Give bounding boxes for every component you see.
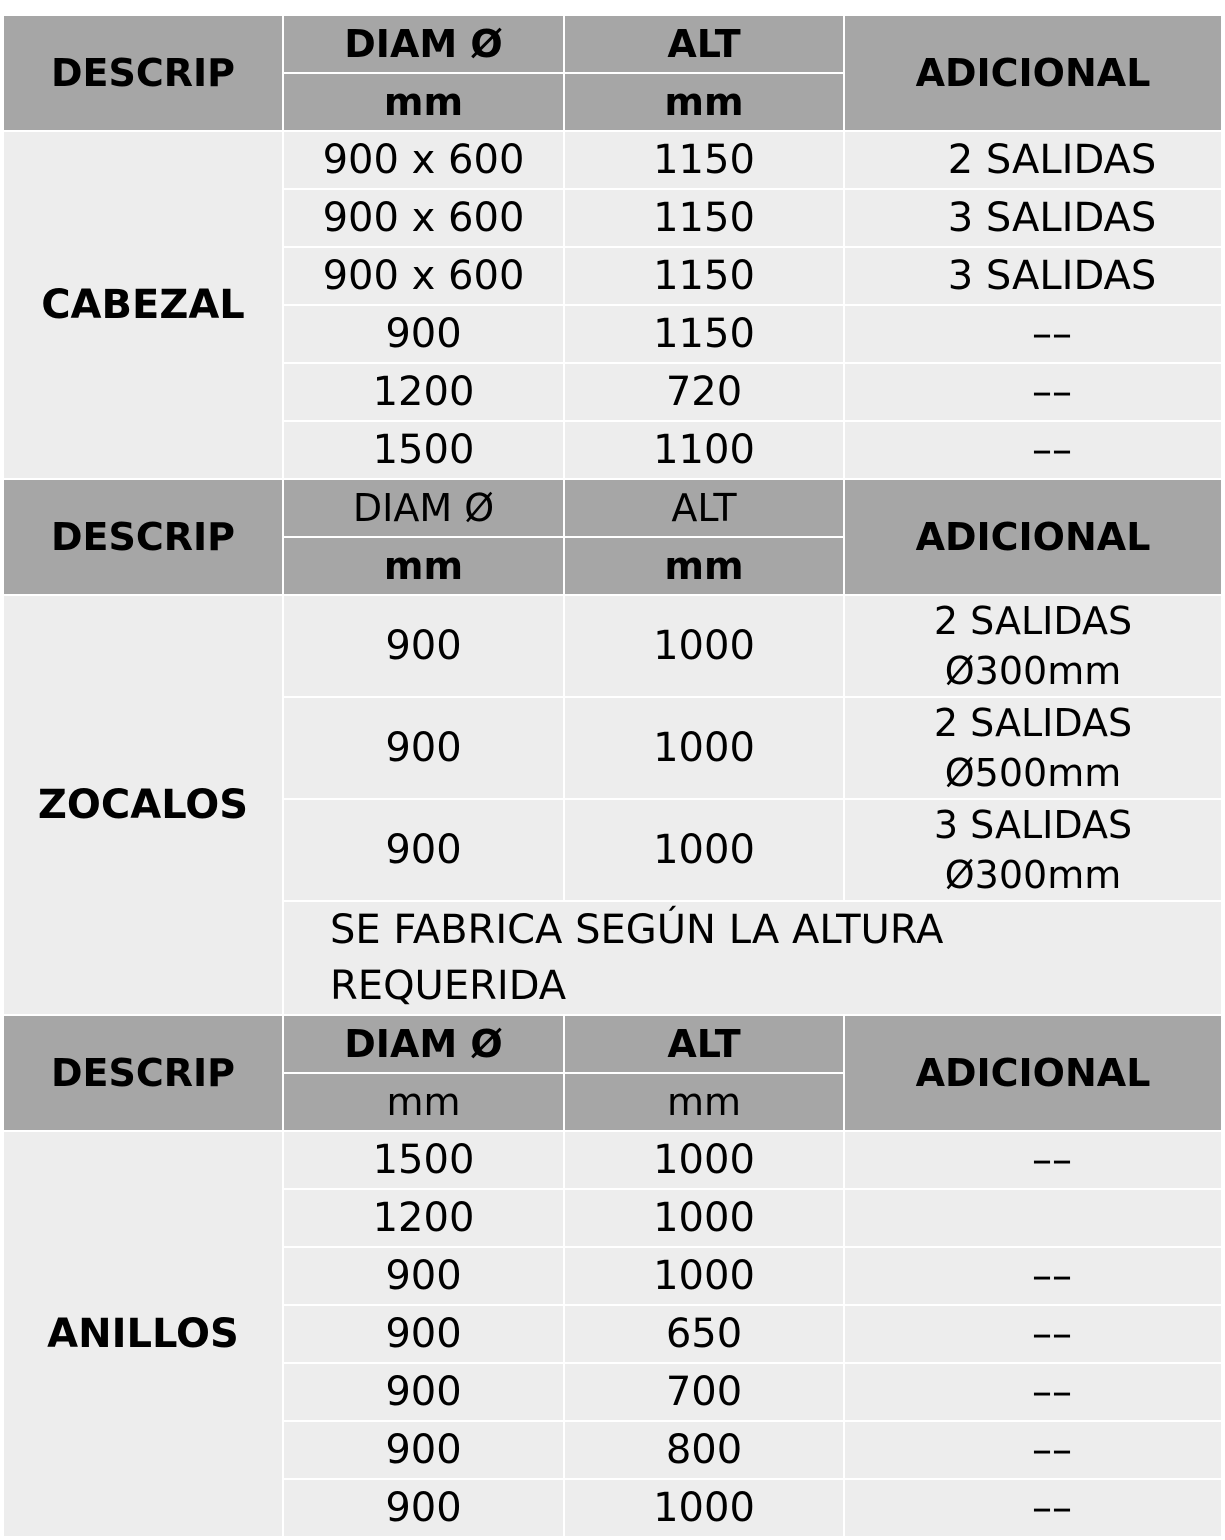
adicional-cell: –– [844,363,1222,421]
diam-cell: 900 x 600 [283,247,564,305]
note-line-1: SE FABRICA SEGÚN LA ALTURA [330,907,944,953]
adicional-cell: –– [844,305,1222,363]
adicional-line-1: 2 SALIDAS [933,599,1133,643]
adicional-cell: –– [844,421,1222,479]
diam-cell: 900 [283,1247,564,1305]
alt-cell: 1100 [564,421,844,479]
diam-cell: 900 [283,799,564,901]
adicional-cell: –– [844,1421,1222,1479]
adicional-cell [844,697,1222,799]
header-descrip: DESCRIP [3,479,283,595]
adicional-cell: 3 SALIDAS [844,189,1222,247]
adicional-cell: –– [844,1247,1222,1305]
diam-cell: 900 [283,1421,564,1479]
adicional-line-2: Ø300mm [944,649,1122,693]
category-anillos: ANILLOS [3,1131,283,1537]
diam-cell: 900 [283,305,564,363]
header-alt-unit: mm [564,73,844,131]
adicional-cell: –– [844,1363,1222,1421]
header-row [3,479,1222,537]
alt-cell: 800 [564,1421,844,1479]
fabrication-note [283,901,1222,1015]
header-diam: DIAM Ø [283,479,564,537]
adicional-cell: 2 SALIDAS [844,131,1222,189]
spec-table [2,14,1223,1538]
adicional-cell [844,595,1222,697]
diam-cell: 1200 [283,363,564,421]
alt-cell: 1000 [564,799,844,901]
header-adicional: ADICIONAL [844,1015,1222,1131]
adicional-line-2: Ø300mm [944,853,1122,897]
header-diam-unit: mm [283,537,564,595]
header-alt: ALT [564,479,844,537]
diam-cell: 900 x 600 [283,189,564,247]
header-adicional: ADICIONAL [844,15,1222,131]
header-alt-unit: mm [564,1073,844,1131]
adicional-line-1: 2 SALIDAS [933,701,1133,745]
alt-cell: 650 [564,1305,844,1363]
header-descrip: DESCRIP [3,15,283,131]
header-row [3,15,1222,73]
table-row [3,131,1222,189]
header-diam: DIAM Ø [283,15,564,73]
diam-cell: 900 [283,697,564,799]
header-diam-unit: mm [283,1073,564,1131]
alt-cell: 1150 [564,247,844,305]
diam-cell: 900 x 600 [283,131,564,189]
adicional-cell [844,1189,1222,1247]
diam-cell: 900 [283,1305,564,1363]
note-line-2: REQUERIDA [330,963,567,1009]
header-diam: DIAM Ø [283,1015,564,1073]
adicional-cell: –– [844,1305,1222,1363]
header-alt: ALT [564,1015,844,1073]
adicional-line-2: Ø500mm [944,751,1122,795]
diam-cell: 1500 [283,421,564,479]
diam-cell: 1500 [283,1131,564,1189]
adicional-cell: –– [844,1479,1222,1537]
table-row [3,595,1222,697]
alt-cell: 720 [564,363,844,421]
header-adicional: ADICIONAL [844,479,1222,595]
alt-cell: 1000 [564,1479,844,1537]
header-descrip: DESCRIP [3,1015,283,1131]
alt-cell: 1150 [564,305,844,363]
diam-cell: 1200 [283,1189,564,1247]
alt-cell: 1000 [564,1131,844,1189]
adicional-cell: 3 SALIDAS [844,247,1222,305]
header-row [3,1015,1222,1073]
header-diam-unit: mm [283,73,564,131]
adicional-cell [844,799,1222,901]
table-row [3,1131,1222,1189]
adicional-line-1: 3 SALIDAS [933,803,1133,847]
alt-cell: 1150 [564,189,844,247]
alt-cell: 1150 [564,131,844,189]
alt-cell: 1000 [564,1189,844,1247]
diam-cell: 900 [283,1363,564,1421]
category-zocalos: ZOCALOS [3,595,283,1015]
alt-cell: 1000 [564,697,844,799]
alt-cell: 1000 [564,1247,844,1305]
diam-cell: 900 [283,595,564,697]
header-alt-unit: mm [564,537,844,595]
header-alt: ALT [564,15,844,73]
adicional-cell: –– [844,1131,1222,1189]
alt-cell: 700 [564,1363,844,1421]
alt-cell: 1000 [564,595,844,697]
category-cabezal: CABEZAL [3,131,283,479]
diam-cell: 900 [283,1479,564,1537]
